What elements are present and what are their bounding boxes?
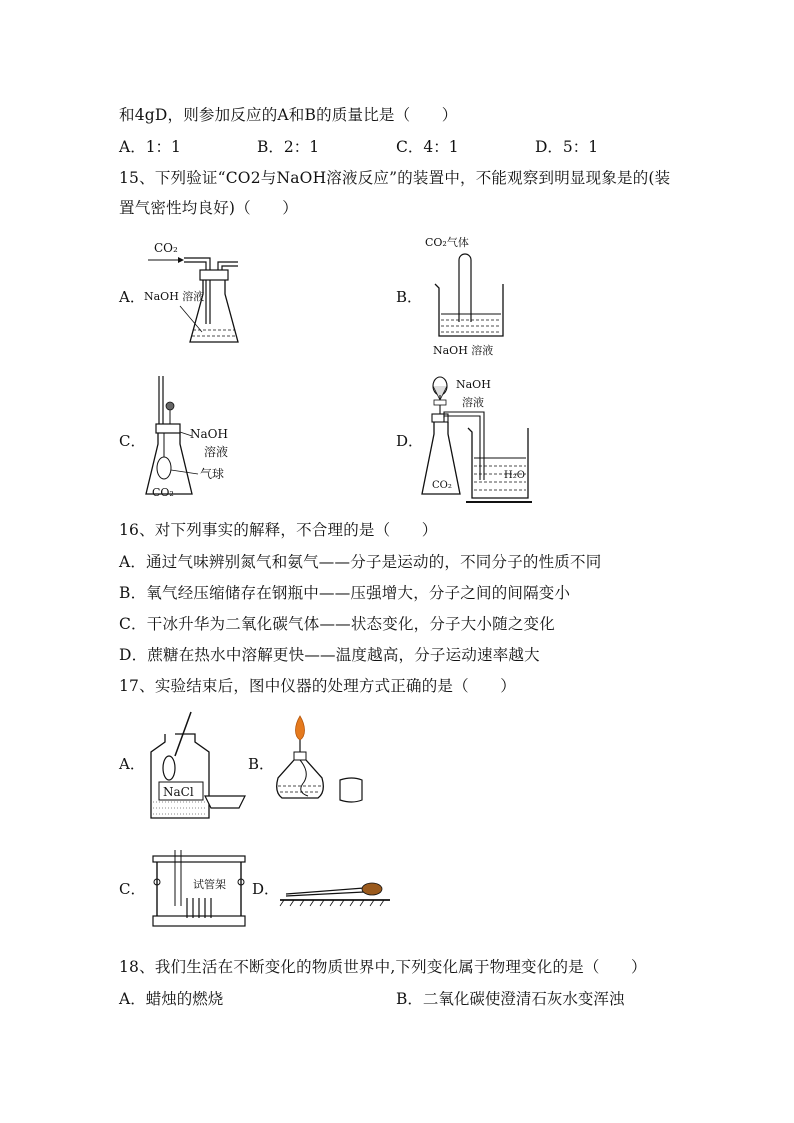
q16-option-d: D．蔗糖在热水中溶解更快——温度越高，分子运动速率越大: [119, 646, 540, 664]
naoh-solution-label: NaOH 溶液: [144, 290, 205, 303]
q17-apparatus-b: [270, 712, 370, 822]
q15-stem-line2: 置气密性均良好)（ ）: [119, 199, 298, 217]
q14-option-b: B．2：1: [257, 138, 320, 156]
q18-option-b: B．二氧化碳使澄清石灰水变浑浊: [396, 990, 625, 1008]
q17-label-d: D．: [252, 880, 280, 898]
co2-label: CO₂: [154, 241, 178, 255]
q15-apparatus-d: [418, 370, 548, 505]
co2-gas-label: CO₂气体: [425, 236, 469, 249]
nacl-label: NaCl: [163, 785, 194, 799]
q14-stem-continuation: 和4gD，则参加反应的A和B的质量比是（ ）: [119, 106, 458, 124]
naoh-label: NaOH: [190, 427, 228, 441]
q17-apparatus-d: [280, 876, 400, 916]
q17-label-c: C．: [119, 880, 146, 898]
q15-label-c: C．: [119, 432, 146, 450]
q17-label-b: B．: [248, 755, 275, 773]
q15-stem-line1: 15、下列验证“CO2与NaOH溶液反应”的装置中，不能观察到明显现象是的(装: [119, 169, 671, 187]
q15-apparatus-c: [140, 372, 260, 502]
q15-apparatus-b: [425, 232, 535, 362]
q18-option-a: A．蜡烛的燃烧: [119, 990, 224, 1008]
q14-option-a: A．1：1: [119, 138, 181, 156]
water-label: H₂O: [504, 470, 525, 481]
q16-option-b: B．氧气经压缩储存在钢瓶中——压强增大，分子之间的间隔变小: [119, 584, 571, 602]
naoh-label: NaOH: [456, 378, 491, 391]
q14-option-d: D．5：1: [535, 138, 599, 156]
q16-option-c: C．干冰升华为二氧化碳气体——状态变化，分子大小随之变化: [119, 615, 555, 633]
q15-label-b: B．: [396, 288, 423, 306]
q14-option-c: C．4：1: [396, 138, 459, 156]
q17-stem: 17、实验结束后，图中仪器的处理方式正确的是（ ）: [119, 677, 516, 695]
q17-apparatus-c: [145, 846, 255, 936]
co2-label: CO₂: [152, 486, 174, 499]
q15-label-d: D．: [396, 432, 424, 450]
q15-label-a: A．: [119, 288, 145, 306]
q15-apparatus-a: [140, 234, 290, 354]
solution-label: 溶液: [204, 445, 229, 459]
balloon-label: 气球: [200, 467, 225, 481]
naoh-solution-label: NaOH 溶液: [433, 344, 494, 357]
q18-stem: 18、我们生活在不断变化的物质世界中,下列变化属于物理变化的是（ ）: [119, 958, 647, 976]
q17-label-a: A．: [119, 755, 145, 773]
co2-label: CO₂: [432, 480, 452, 491]
solution-label: 溶液: [462, 396, 484, 409]
q17-apparatus-a: [145, 710, 255, 820]
q16-option-a: A．通过气味辨别氮气和氨气——分子是运动的，不同分子的性质不同: [119, 553, 602, 571]
q16-stem: 16、对下列事实的解释，不合理的是（ ）: [119, 521, 438, 539]
rack-label: 试管架: [193, 878, 226, 891]
